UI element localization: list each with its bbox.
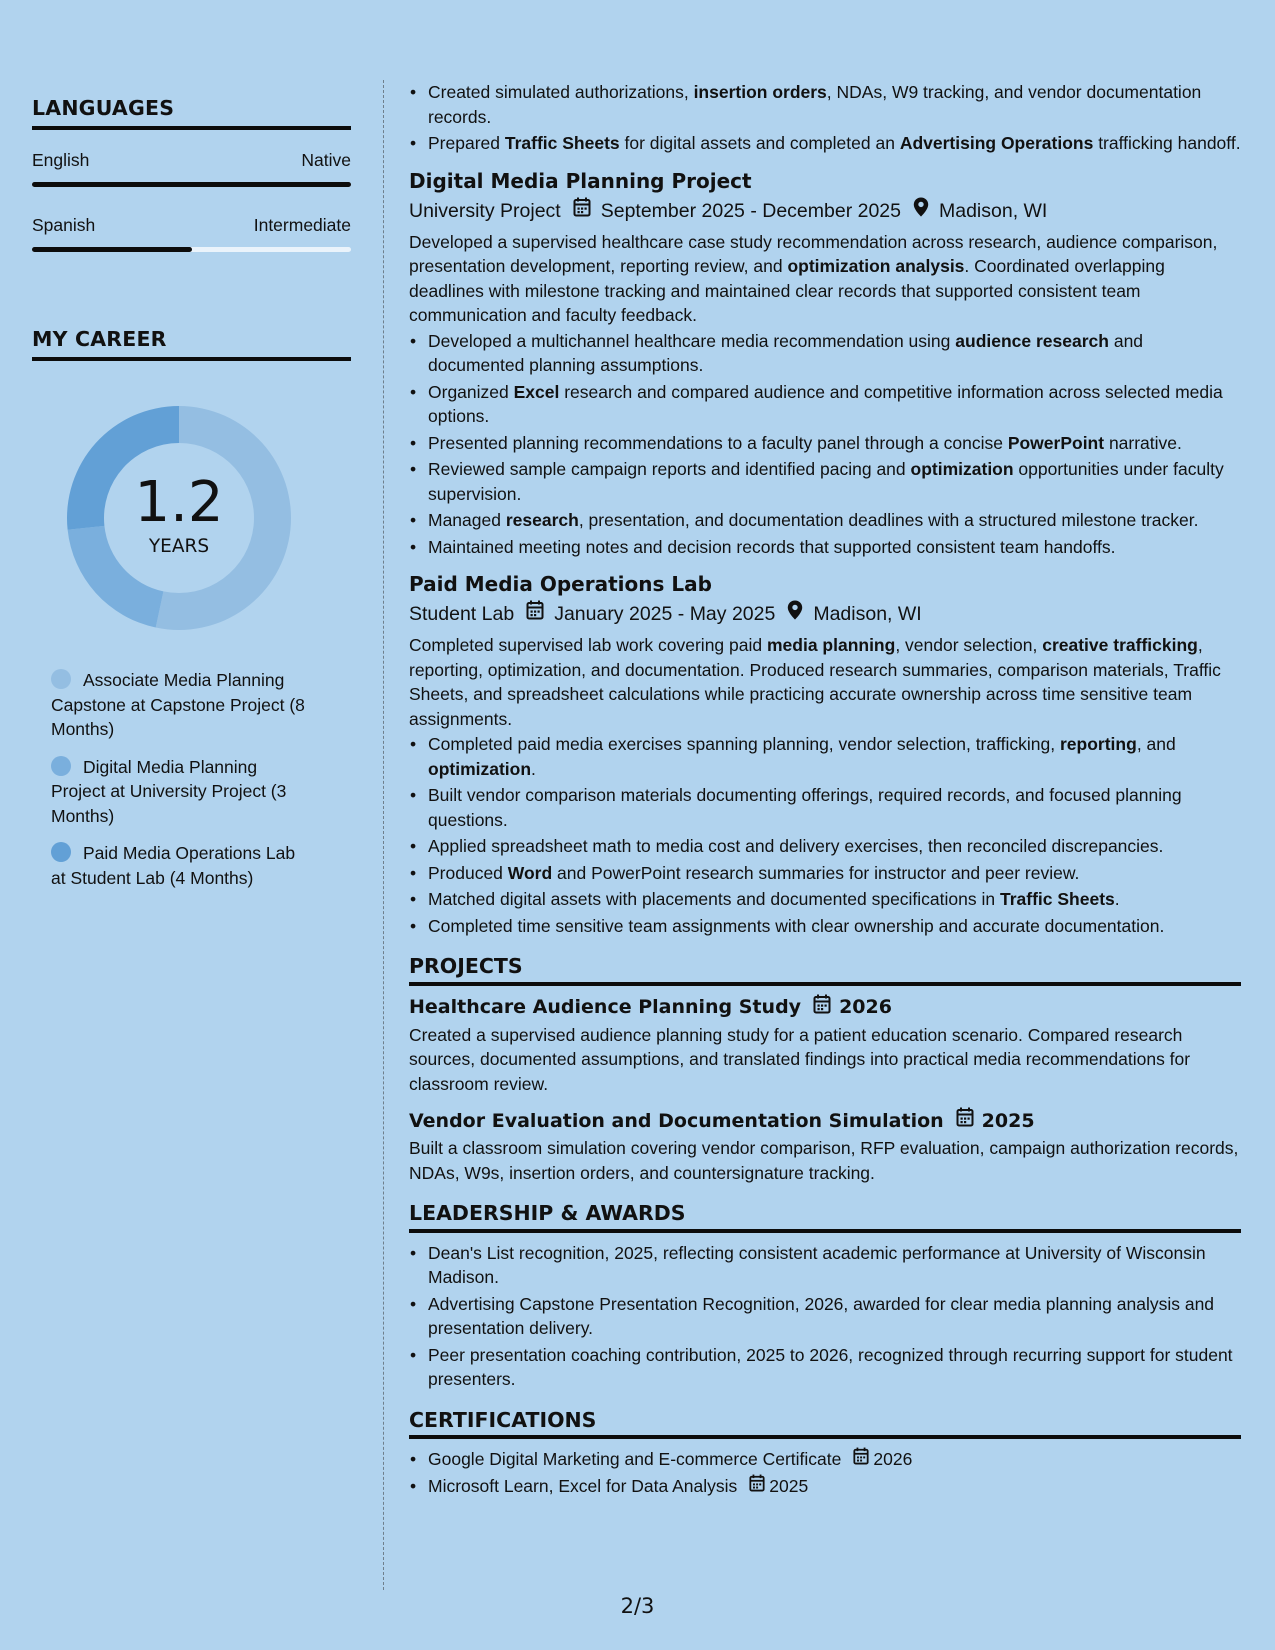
bullet-item: • Created simulated authorizations, insertion orders, NDAs, W9 tracking, and vendor documentation records. bbox=[409, 80, 1241, 129]
proficiency-fill bbox=[32, 182, 351, 187]
bullet-item: • Completed paid media exercises spanning planning, vendor selection, trafficking, reporting, and optimization. bbox=[409, 732, 1241, 781]
entry-meta bbox=[409, 600, 1241, 628]
leadership-item: • Advertising Capstone Presentation Recognition, 2026, awarded for clear media planning analysis and presentation delivery. bbox=[409, 1292, 1241, 1341]
certification-item bbox=[409, 1474, 1241, 1499]
legend-label: Digital Media Planning Project at University Project (3 Months) bbox=[51, 756, 287, 826]
legend-dot bbox=[51, 842, 71, 862]
language-level: Native bbox=[301, 150, 351, 170]
leadership-item: • Peer presentation coaching contribution, 2025 to 2026, recognized through recurring support for student presenters. bbox=[409, 1343, 1241, 1392]
legend-label: Associate Media Planning Capstone at Capstone Project (8 Months) bbox=[51, 670, 305, 739]
map-pin-icon bbox=[913, 197, 929, 225]
projects-heading: PROJECTS bbox=[409, 954, 1241, 986]
legend-dot bbox=[51, 756, 71, 776]
language-proficiency-bar bbox=[32, 182, 351, 187]
bullet-item: • Prepared Traffic Sheets for digital assets and completed an Advertising Operations trafficking handoff. bbox=[409, 131, 1241, 156]
legend-item bbox=[51, 755, 312, 829]
certifications-heading: CERTIFICATIONS bbox=[409, 1408, 1241, 1440]
leadership-item: • Dean's List recognition, 2025, reflecting consistent academic performance at University of Wisconsin Madison. bbox=[409, 1241, 1241, 1290]
proficiency-fill bbox=[32, 247, 192, 252]
project-title: Healthcare Audience Planning Study bbox=[409, 996, 802, 1018]
languages-heading: LANGUAGES bbox=[32, 96, 351, 130]
entry-org: University Project bbox=[409, 199, 561, 222]
career-total-years: 1.2 bbox=[134, 470, 224, 535]
certification-name: • Microsoft Learn, Excel for Data Analysis bbox=[428, 1475, 738, 1496]
project-title-row bbox=[409, 1107, 1241, 1134]
bullet-item: • Reviewed sample campaign reports and identified pacing and optimization opportunities under faculty supervision. bbox=[409, 457, 1241, 506]
legend-item bbox=[51, 668, 312, 742]
calendar-icon bbox=[573, 197, 591, 225]
bullet-item: • Built vendor comparison materials documenting offerings, required records, and focused planning questions. bbox=[409, 783, 1241, 832]
bullet-item: • Applied spreadsheet math to media cost and delivery exercises, then reconciled discrepancies. bbox=[409, 834, 1241, 859]
bullet-item: • Maintained meeting notes and decision records that supported consistent team handoffs. bbox=[409, 535, 1241, 560]
entry-dates: September 2025 - December 2025 bbox=[600, 199, 901, 222]
column-divider bbox=[383, 80, 384, 1590]
project-year: 2026 bbox=[839, 996, 892, 1018]
bullet-item: • Developed a multichannel healthcare media recommendation using audience research and documented planning assumptions. bbox=[409, 329, 1241, 378]
map-pin-icon bbox=[787, 600, 803, 628]
entry-bullets bbox=[409, 329, 1241, 560]
entry-meta bbox=[409, 197, 1241, 225]
calendar-icon bbox=[749, 1474, 765, 1499]
project-description: Created a supervised audience planning study for a patient education scenario. Compared research sources, documented assumptions, and translated findings into practical media recommendations for classroom review. bbox=[409, 1024, 1191, 1094]
career-total-unit: YEARS bbox=[148, 536, 210, 557]
legend-dot bbox=[51, 669, 71, 689]
language-name: English bbox=[32, 150, 90, 170]
entry-dates: January 2025 - May 2025 bbox=[554, 603, 776, 625]
page-number: 2/3 bbox=[620, 1594, 655, 1618]
certification-name: • Google Digital Marketing and E-commerce Certificate bbox=[428, 1449, 842, 1469]
legend-label: Paid Media Operations Lab at Student Lab (4 Months) bbox=[51, 843, 296, 888]
bullet-item: • Managed research, presentation, and documentation deadlines with a structured milestone tracker. bbox=[409, 508, 1241, 533]
language-spanish bbox=[32, 215, 351, 252]
career-donut-chart bbox=[64, 403, 294, 633]
certifications-list bbox=[409, 1447, 1241, 1498]
entry-summary: Developed a supervised healthcare case study recommendation across research, audience comparison, presentation development, reporting review, and optimization analysis. Coordinated overlapping deadlines with milestone tracking and maintained clear records that supported consistent team communication and faculty feedback. bbox=[409, 231, 1218, 325]
language-level: Intermediate bbox=[253, 215, 351, 235]
leadership-heading: LEADERSHIP & AWARDS bbox=[409, 1201, 1241, 1233]
bullet-item: • Produced Word and PowerPoint research summaries for instructor and peer review. bbox=[409, 861, 1241, 886]
bullet-item: • Matched digital assets with placements and documented specifications in Traffic Sheets. bbox=[409, 887, 1241, 912]
certification-year: 2026 bbox=[873, 1449, 913, 1469]
entry-title: Paid Media Operations Lab bbox=[409, 572, 712, 596]
leadership-list bbox=[409, 1241, 1241, 1392]
experience-entry bbox=[409, 571, 1241, 938]
language-english bbox=[32, 150, 351, 187]
experience-entry bbox=[409, 168, 1241, 560]
sidebar bbox=[32, 96, 351, 903]
calendar-icon bbox=[526, 600, 544, 628]
continued-bullets bbox=[409, 80, 1241, 156]
entry-bullets bbox=[409, 732, 1241, 938]
calendar-icon bbox=[956, 1107, 974, 1134]
project-description: Built a classroom simulation covering vendor comparison, RFP evaluation, campaign authorization records, NDAs, W9s, insertion orders, and countersignature tracking. bbox=[409, 1138, 1239, 1183]
entry-location: Madison, WI bbox=[938, 199, 1048, 222]
main-column bbox=[409, 80, 1241, 1500]
legend-item bbox=[51, 841, 312, 890]
bullet-item: • Completed time sensitive team assignments with clear ownership and accurate documentation. bbox=[409, 914, 1241, 939]
calendar-icon bbox=[853, 1447, 869, 1472]
project-title: Vendor Evaluation and Documentation Simulation bbox=[409, 1109, 944, 1132]
project-item bbox=[409, 994, 1241, 1097]
certification-item bbox=[409, 1447, 1241, 1472]
language-name: Spanish bbox=[32, 215, 96, 235]
career-legend bbox=[32, 668, 312, 890]
entry-summary: Completed supervised lab work covering paid media planning, vendor selection, creative trafficking, reporting, optimization, and documentation. Produced research summaries, comparison materials, Traffic Sheets, and spreadsheet calculations while practicing accurate ownership across time sensitive team assignments. bbox=[409, 635, 1221, 729]
language-proficiency-bar bbox=[32, 247, 351, 252]
entry-location: Madison, WI bbox=[813, 603, 922, 625]
certification-year: 2025 bbox=[769, 1475, 809, 1496]
project-year: 2025 bbox=[981, 1109, 1035, 1132]
entry-org: Student Lab bbox=[409, 603, 515, 625]
bullet-item: • Organized Excel research and compared audience and competitive information across selected media options. bbox=[409, 380, 1241, 429]
bullet-item: • Presented planning recommendations to a faculty panel through a concise PowerPoint narrative. bbox=[409, 431, 1241, 456]
entry-title: Digital Media Planning Project bbox=[409, 168, 752, 193]
project-title-row bbox=[409, 994, 1241, 1021]
career-heading: MY CAREER bbox=[32, 327, 351, 361]
calendar-icon bbox=[813, 994, 831, 1021]
project-item bbox=[409, 1107, 1241, 1185]
